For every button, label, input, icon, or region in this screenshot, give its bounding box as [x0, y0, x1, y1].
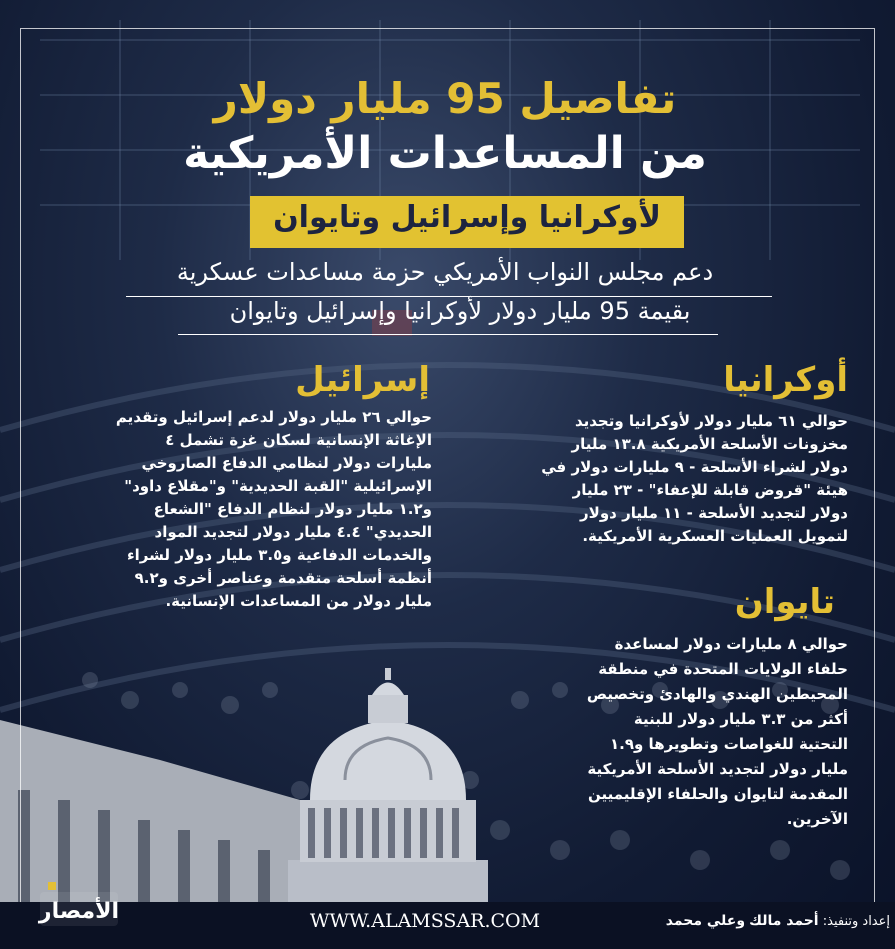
credits: [605, 913, 890, 929]
israel-heading: إسرائيل: [295, 360, 430, 400]
taiwan-line: المحيطين الهندي والهادئ وتخصيص: [586, 685, 848, 703]
ukraine-line: لتمويل العمليات العسكرية الأمريكية.: [582, 527, 848, 545]
ukraine-text: [460, 410, 848, 548]
israel-line: و١.٢ مليار دولار لنظام الدفاع "الشعاع: [153, 500, 432, 518]
author-name: أحمد مالك: [749, 913, 819, 929]
title-line-2: من المساعدات الأمريكية: [183, 128, 707, 179]
intro-line-1: دعم مجلس النواب الأمريكي حزمة مساعدات عسكرية: [176, 258, 714, 286]
website-link[interactable]: WWW.ALAMSSAR.COM: [309, 910, 541, 932]
israel-line: مليارات دولار لنظامي الدفاع الصاروخي: [141, 454, 432, 472]
intro-divider-2: [178, 334, 718, 335]
taiwan-line: التحتية للغواصات وتطويرها و١.٩: [610, 735, 848, 753]
intro-line-2: بقيمة 95 مليار دولار لأوكرانيا وإسرائيل وتايوان: [229, 297, 691, 325]
credit-prefix: إعداد وتنفيذ:: [822, 914, 890, 929]
israel-line: مليار دولار من المساعدات الإنسانية.: [165, 592, 432, 610]
taiwan-heading: تايوان: [734, 582, 835, 622]
taiwan-text: [510, 632, 848, 832]
taiwan-line: المقدمة لتايوان والحلفاء الإقليميين: [587, 785, 848, 803]
israel-line: والخدمات الدفاعية و٣.٥ مليار دولار لشراء: [126, 546, 432, 564]
ukraine-line: دولار لشراء الأسلحة - ٩ مليارات دولار في: [541, 458, 848, 476]
taiwan-line: حوالي ٨ مليارات دولار لمساعدة: [614, 635, 848, 653]
ukraine-line: هيئة "قروض قابلة للإعفاء" - ٢٣ مليار: [572, 481, 848, 499]
alamssar-logo: [34, 874, 124, 934]
ukraine-heading: أوكرانيا: [723, 360, 848, 400]
israel-line: الإسرائيلية "القبة الحديدية" و"مقلاع داود": [124, 477, 432, 495]
taiwan-line: مليار دولار لتجديد الأسلحة الأمريكية: [587, 760, 848, 778]
ukraine-line: مخزونات الأسلحة الأمريكية ١٣.٨ مليار: [571, 435, 848, 453]
israel-line: أنظمة أسلحة متقدمة وعناصر أخرى و٩.٢: [134, 569, 432, 587]
ukraine-line: دولار لتجديد الأسلحة - ١١ مليار دولار: [580, 504, 848, 522]
taiwan-line: الآخرين.: [786, 810, 848, 828]
author-name: وعلي محمد: [665, 913, 746, 929]
israel-line: الإغاثة الإنسانية لسكان غزة تشمل ٤: [165, 431, 432, 449]
title-line-1: تفاصيل 95 مليار دولار: [213, 74, 677, 123]
israel-line: حوالي ٢٦ مليار دولار لدعم إسرائيل وتقديم: [115, 408, 432, 426]
israel-text: [42, 406, 432, 613]
taiwan-line: أكثر من ٣.٣ مليار دولار للبنية: [633, 710, 848, 728]
svg-text:الأمصار: الأمصار: [38, 899, 120, 924]
israel-line: الحديدي" ٤.٤ مليار دولار لتجديد المواد: [154, 523, 432, 541]
taiwan-line: حلفاء الولايات المتحدة في منطقة: [598, 660, 848, 678]
ukraine-line: حوالي ٦١ مليار دولار لأوكرانيا وتجديد: [574, 412, 848, 430]
title-line-3: لأوكرانيا وإسرائيل وتايوان: [273, 200, 661, 235]
